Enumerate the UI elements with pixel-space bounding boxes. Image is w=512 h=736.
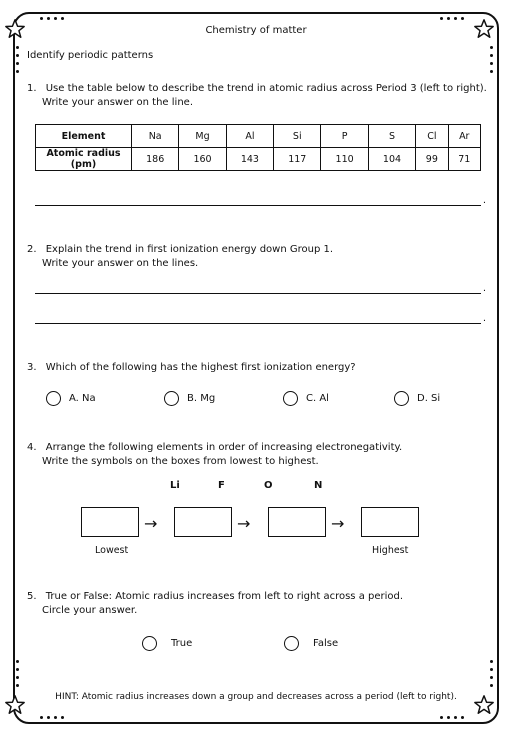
table-cell: Ar <box>448 125 480 148</box>
element-symbol: O <box>264 480 273 491</box>
option-label: False <box>313 638 339 649</box>
table-cell: 71 <box>448 148 480 171</box>
arrow-right-icon: → <box>144 514 158 533</box>
question-text: Arrange the following elements in order of increasing electronegativity. <box>45 442 403 453</box>
question-number: 5. <box>27 591 37 602</box>
radio-circle[interactable] <box>46 391 61 406</box>
option-label: B. Mg <box>187 393 216 404</box>
answer-box-2[interactable] <box>174 507 232 537</box>
radio-circle[interactable] <box>283 391 298 406</box>
question-number: 2. <box>27 244 37 255</box>
answer-box-3[interactable] <box>268 507 326 537</box>
answer-line[interactable] <box>35 323 481 324</box>
question-4 <box>27 441 402 469</box>
element-symbol: N <box>314 480 323 491</box>
table-cell: 143 <box>226 148 273 171</box>
table-cell: Si <box>274 125 321 148</box>
table-cell: P <box>321 125 368 148</box>
answer-line[interactable] <box>35 205 481 206</box>
decor-dots <box>16 660 19 687</box>
option-c[interactable] <box>283 391 329 406</box>
lowest-label: Lowest <box>95 545 129 556</box>
answer-box-1[interactable] <box>81 507 139 537</box>
decor-dots <box>16 46 19 73</box>
table-header: Element <box>36 125 132 148</box>
decor-dots <box>40 716 64 719</box>
question-2 <box>27 243 333 271</box>
question-text: Use the table below to describe the trend in atomic radius across Period 3 (left to right). <box>45 83 487 94</box>
radio-circle[interactable] <box>394 391 409 406</box>
table-cell: 99 <box>416 148 448 171</box>
table-cell: 110 <box>321 148 368 171</box>
option-a[interactable] <box>46 391 96 406</box>
question-instruction: Write your answer on the line. <box>42 97 193 108</box>
table-cell: S <box>368 125 415 148</box>
answer-box-4[interactable] <box>361 507 419 537</box>
table-row <box>36 148 481 171</box>
table-cell: Cl <box>416 125 448 148</box>
element-symbol: F <box>218 480 225 491</box>
question-number: 1. <box>27 83 37 94</box>
table-row <box>36 125 481 148</box>
answer-line[interactable] <box>35 293 481 294</box>
option-d[interactable] <box>394 391 440 406</box>
table-cell: 117 <box>274 148 321 171</box>
table-cell: Mg <box>179 125 226 148</box>
option-b[interactable] <box>164 391 215 406</box>
question-5 <box>27 590 403 618</box>
element-symbol: Li <box>170 480 180 491</box>
arrow-right-icon: → <box>331 514 345 533</box>
option-label: A. Na <box>69 393 96 404</box>
table-header: Atomic radius (pm) <box>36 148 132 171</box>
radio-circle[interactable] <box>284 636 299 651</box>
question-text: Explain the trend in first ionization energy down Group 1. <box>45 244 334 255</box>
option-false[interactable] <box>284 636 338 651</box>
decor-dots <box>490 660 493 687</box>
arrow-right-icon: → <box>237 514 251 533</box>
highest-label: Highest <box>372 545 409 556</box>
table-cell: Na <box>132 125 179 148</box>
hint-text: HINT: Atomic radius increases down a group and decreases across a period (left to right). <box>55 692 457 702</box>
option-label: True <box>171 638 193 649</box>
radio-circle[interactable] <box>164 391 179 406</box>
question-3 <box>27 361 356 375</box>
decor-dots <box>440 17 464 20</box>
page-title: Chemistry of matter <box>205 25 307 36</box>
radio-circle[interactable] <box>142 636 157 651</box>
decor-dots <box>490 46 493 73</box>
decor-dots <box>440 716 464 719</box>
section-subtitle: Identify periodic patterns <box>27 50 154 61</box>
question-text: True or False: Atomic radius increases from left to right across a period. <box>45 591 404 602</box>
table-cell: Al <box>226 125 273 148</box>
question-1 <box>27 82 487 110</box>
atomic-radius-table <box>35 124 481 171</box>
option-true[interactable] <box>142 636 192 651</box>
question-text: Which of the following has the highest first ionization energy? <box>45 362 356 373</box>
table-cell: 104 <box>368 148 415 171</box>
question-number: 3. <box>27 362 37 373</box>
question-instruction: Write your answer on the lines. <box>42 258 199 269</box>
question-instruction: Write the symbols on the boxes from lowest to highest. <box>42 456 319 467</box>
table-cell: 186 <box>132 148 179 171</box>
option-label: C. Al <box>306 393 329 404</box>
question-number: 4. <box>27 442 37 453</box>
table-cell: 160 <box>179 148 226 171</box>
question-instruction: Circle your answer. <box>42 605 138 616</box>
decor-dots <box>40 17 64 20</box>
option-label: D. Si <box>417 393 441 404</box>
